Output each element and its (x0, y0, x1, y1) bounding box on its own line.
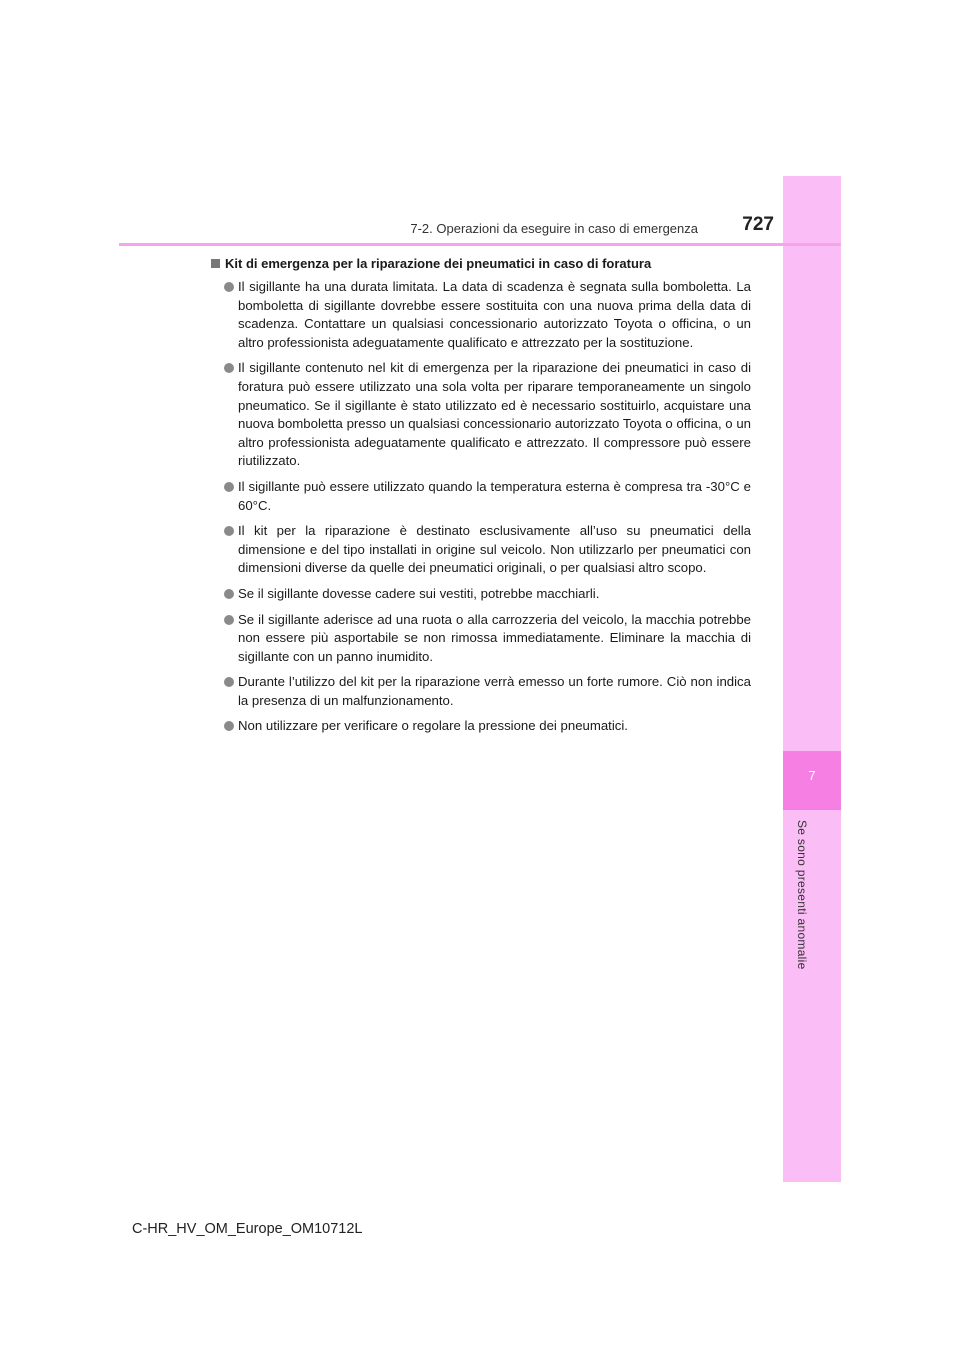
list-item (211, 522, 751, 578)
list-item (211, 359, 751, 471)
list-item-text: Il sigillante può essere utilizzato quando la temperatura esterna è compresa tra -30°C e 60°C. (238, 478, 751, 513)
page-content (211, 254, 751, 743)
header-section-title: 7-2. Operazioni da eseguire in caso di emergenza (410, 221, 698, 236)
header-rule (119, 243, 841, 246)
list-item (211, 478, 751, 515)
list-item-text: Il sigillante contenuto nel kit di emergenza per la riparazione dei pneumatici in caso di foratura può essere utilizzato una sola volta per riparare temporaneamente un singolo pneumatico. Se il sigillante è stato utilizzato ed è necessario sostituirlo, acquistare una nuova bomboletta presso un qualsiasi concessionario autorizzato Toyota o officina, o un altro professionista adeguatamente qualificato e attrezzato. Il compressore può essere riutilizzato. (238, 360, 751, 469)
list-item (211, 585, 751, 604)
round-bullet-icon (224, 677, 234, 687)
round-bullet-icon (224, 721, 234, 731)
list-item-text: Se il sigillante dovesse cadere sui vestiti, potrebbe macchiarli. (238, 585, 600, 601)
footer-document-code: C-HR_HV_OM_Europe_OM10712L (132, 1221, 363, 1237)
list-item (211, 611, 751, 667)
chapter-side-tab (783, 176, 841, 1182)
round-bullet-icon (224, 282, 234, 292)
list-item-text: Durante l’utilizzo del kit per la riparazione verrà emesso un forte rumore. Ciò non indica la presenza di un malfunzionamento. (238, 674, 751, 708)
list-item (211, 717, 751, 736)
list-item-text: Non utilizzare per verificare o regolare la pressione dei pneumatici. (238, 718, 628, 734)
round-bullet-icon (224, 363, 234, 373)
page-number: 727 (742, 214, 774, 235)
section-heading-text: Kit di emergenza per la riparazione dei pneumatici in caso di foratura (225, 256, 652, 271)
list-item (211, 278, 751, 352)
chapter-number: 7 (808, 768, 816, 783)
list-item (211, 673, 751, 710)
round-bullet-icon (224, 526, 234, 536)
round-bullet-icon (224, 615, 234, 625)
chapter-title: Se sono presenti anomalie (795, 820, 809, 970)
section-heading (211, 254, 751, 273)
list-item-text: Se il sigillante aderisce ad una ruota o alla carrozzeria del veicolo, la macchia potrebbe non essere più asportabile se non rimossa immediatamente. Eliminare la macchia di sigillante con un panno inumidito. (238, 611, 751, 664)
list-item-text: Il kit per la riparazione è destinato esclusivamente all’uso su pneumatici della dimensione e del tipo installati in origine sul veicolo. Non utilizzarlo per pneumatici con dimensioni diverse da quelle dei pneumatici originali, o per qualsiasi altro scopo. (238, 523, 751, 576)
round-bullet-icon (224, 482, 234, 492)
round-bullet-icon (224, 589, 234, 599)
list-item-text: Il sigillante ha una durata limitata. La data di scadenza è segnata sulla bomboletta. La bomboletta di sigillante dovrebbe essere sostituita con una nuova prima della data di scadenza. Contattare un qualsiasi concessionario autorizzato Toyota o officina, o un altro professionista adeguatamente qualificato e attrezzato per la sostituzione. (238, 279, 751, 350)
square-bullet-icon (211, 259, 220, 268)
